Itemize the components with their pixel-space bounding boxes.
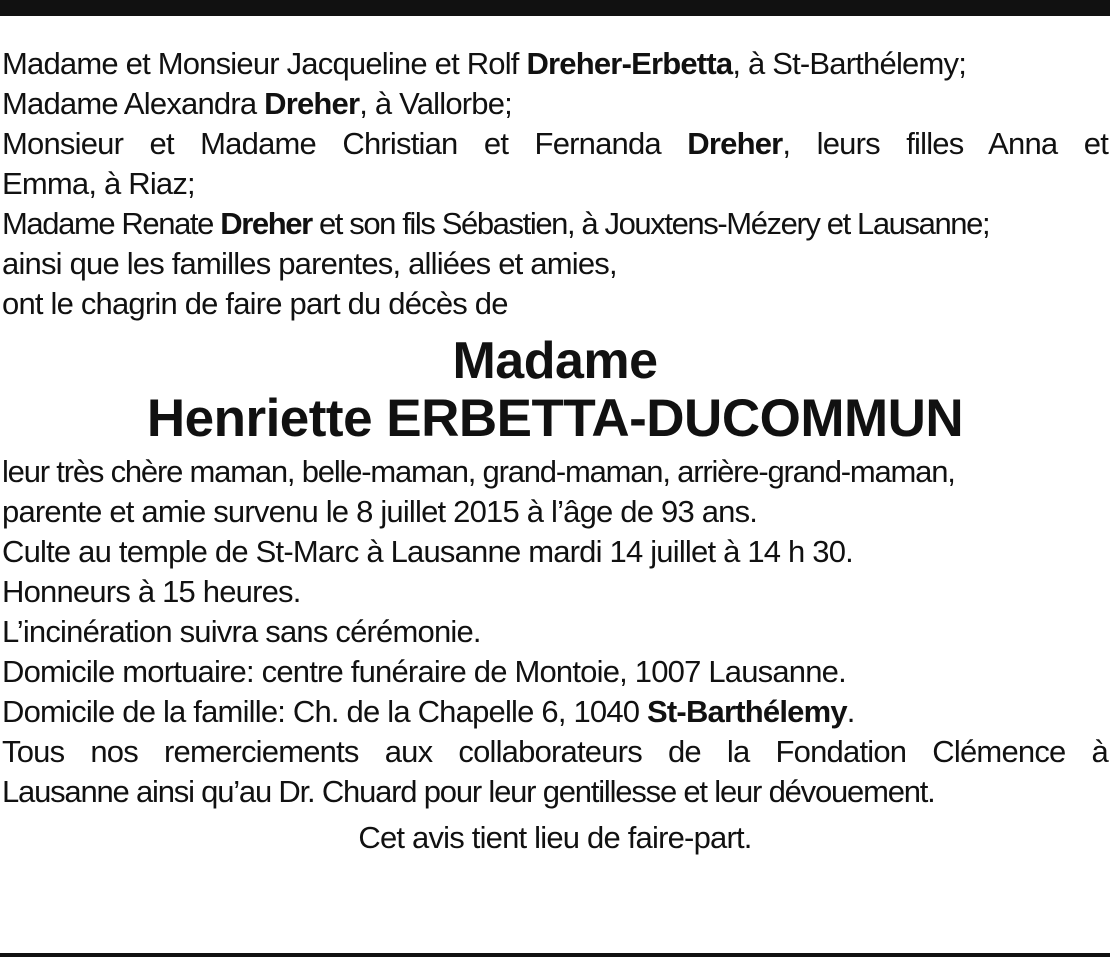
thanks-line-1: Tous nos remerciements aux collaborateurs de la Fondation Clémence à: [2, 734, 1108, 769]
family-text: et son fils Sébastien, à Jouxtens-Mézery et Lausanne;: [311, 206, 990, 241]
family-line-1: [2, 44, 1108, 84]
deceased-name: Henriette ERBETTA-DUCOMMUN: [146, 389, 964, 448]
family-surname: Dreher: [220, 206, 312, 241]
deceased-name-block: [2, 332, 1108, 448]
detail-line-1: leur très chère maman, belle-maman, grand-maman, arrière-grand-maman,: [2, 454, 955, 489]
intro-line-2: ont le chagrin de faire part du décès de: [2, 286, 508, 321]
family-text: , à St-Barthélemy;: [732, 46, 967, 81]
family-text: , leurs filles Anna et: [782, 126, 1109, 161]
detail-line-2: parente et amie survenu le 8 juillet 2015 à l’âge de 93 ans.: [2, 494, 758, 529]
family-text: , à Vallorbe;: [359, 86, 512, 121]
detail-line-6: Domicile mortuaire: centre funéraire de Montoie, 1007 Lausanne.: [2, 654, 846, 689]
family-text: Madame et Monsieur Jacqueline et Rolf: [2, 46, 527, 81]
family-surname: Dreher-Erbetta: [526, 46, 733, 81]
intro-line-1: ainsi que les familles parentes, alliées et amies,: [2, 246, 617, 281]
family-home-line: [2, 692, 1108, 732]
detail-line-4: Honneurs à 15 heures.: [2, 574, 301, 609]
family-home-text: Domicile de la famille: Ch. de la Chapelle 6, 1040: [2, 694, 648, 729]
death-notice: [2, 44, 1108, 858]
top-border-rule: [0, 0, 1110, 16]
family-line-3-cont: Emma, à Riaz;: [2, 166, 195, 201]
family-line-4: [2, 204, 1108, 244]
closing-line: Cet avis tient lieu de faire-part.: [358, 820, 752, 855]
detail-line-3: Culte au temple de St-Marc à Lausanne mardi 14 juillet à 14 h 30.: [2, 534, 853, 569]
family-home-locality: St-Barthélemy: [647, 694, 847, 729]
family-surname: Dreher: [687, 126, 783, 161]
family-line-3: [2, 124, 1108, 164]
family-text: Madame Alexandra: [2, 86, 265, 121]
bottom-border-rule: [0, 953, 1110, 957]
family-surname: Dreher: [264, 86, 360, 121]
thanks-line-2: Lausanne ainsi qu’au Dr. Chuard pour leur gentillesse et leur dévouement.: [2, 774, 935, 809]
family-line-2: [2, 84, 1108, 124]
detail-line-5: L’incinération suivra sans cérémonie.: [2, 614, 481, 649]
family-text: Madame Renate: [2, 206, 221, 241]
family-text: Monsieur et Madame Christian et Fernanda: [2, 126, 688, 161]
deceased-title: Madame: [452, 332, 658, 390]
family-home-text: .: [846, 694, 855, 729]
